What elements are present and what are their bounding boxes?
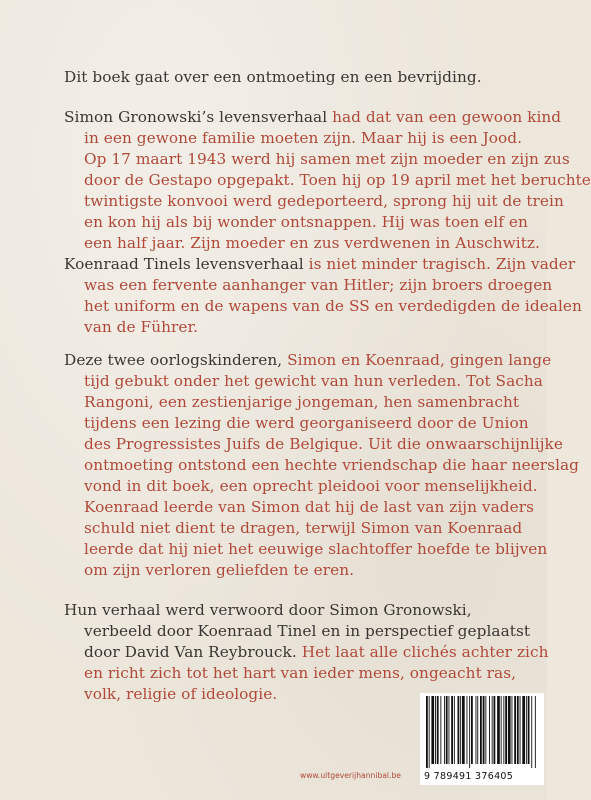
barcode-bar [505, 696, 507, 764]
barcode-bar [535, 696, 536, 768]
barcode-bar [471, 696, 473, 764]
barcode-bar [431, 696, 434, 764]
publisher-website: www.uitgeverijhannibal.be [300, 771, 401, 780]
line-5 [84, 173, 591, 188]
line-18 [84, 458, 579, 473]
line-13 [64, 353, 551, 368]
line-15 [84, 395, 519, 410]
line-10 [84, 278, 552, 293]
barcode-bar [458, 696, 460, 764]
barcode-bar [492, 696, 493, 764]
line-25 [84, 624, 530, 639]
line-4 [84, 152, 570, 167]
line-8 [84, 236, 540, 251]
line-11 [84, 299, 582, 314]
text-run: en kon hij als bij wonder ontsnappen. Hij was toen elf en [84, 213, 528, 231]
text-run: om zijn verloren geliefden te eren. [84, 561, 355, 579]
text-run: Simon en Koenraad, gingen lange [287, 351, 552, 369]
line-20 [84, 500, 534, 515]
text-run: twintigste konvooi werd gedeporteerd, sprong hij uit de trein [84, 192, 564, 210]
barcode-bar [485, 696, 486, 764]
line-16 [84, 416, 529, 431]
text-run: was een fervente aanhanger van Hitler; zijn broers droegen [84, 276, 553, 294]
line-23 [84, 563, 354, 578]
barcode-bar [449, 696, 450, 764]
barcode-bar [528, 696, 530, 764]
barcode-bar [476, 696, 477, 764]
barcode-bar [501, 696, 502, 764]
text-run: het uniform en de wapens van de SS en verdedigden de idealen [84, 297, 582, 315]
isbn-number: 9 789491 376405 [424, 771, 514, 782]
text-run: verbeeld door Koenraad Tinel en in perspectief geplaatst [84, 622, 531, 640]
text-run: door de Gestapo opgepakt. Toen hij op 19 april met het beruchte [84, 171, 591, 189]
barcode-bar [460, 696, 461, 764]
line-26 [84, 645, 549, 660]
line-24 [64, 603, 472, 618]
barcode-bar [429, 696, 430, 768]
text-run: Simon Gronowski’s levensverhaal [64, 108, 333, 126]
line-7 [84, 215, 528, 230]
barcode-bar [494, 696, 496, 764]
barcode-bar [444, 696, 445, 764]
barcode-bar [512, 696, 513, 764]
line-9 [64, 257, 575, 272]
text-run: van de Führer. [84, 318, 199, 336]
isbn-barcode [420, 693, 544, 785]
barcode-bar [451, 696, 453, 764]
barcode-bar [426, 696, 428, 768]
text-run: een half jaar. Zijn moeder en zus verdwenen in Auschwitz. [84, 234, 540, 252]
text-run: Hun verhaal werd verwoord door Simon Gronowski, [64, 601, 472, 619]
barcode-bar [467, 696, 468, 764]
barcode-bar [520, 696, 521, 764]
text-run: tijdens een lezing die werd georganiseerd door de Union [84, 414, 529, 432]
text-run: volk, religie of ideologie. [84, 685, 278, 703]
barcode-bar [503, 696, 504, 764]
line-3 [84, 131, 522, 146]
barcode-bars [426, 696, 538, 768]
barcode-bar [526, 696, 527, 764]
text-run: leerde dat hij niet het eeuwige slachtoffer hoefde te blijven [84, 540, 548, 558]
text-run: Koenraad leerde van Simon dat hij de last van zijn vaders [84, 498, 534, 516]
barcode-bar [483, 696, 485, 764]
barcode-bar [454, 696, 455, 764]
line-21 [84, 521, 522, 536]
barcode-bar [508, 696, 511, 764]
text-run: Dit boek gaat over een ontmoeting en een bevrijding. [64, 68, 482, 86]
text-run: Rangoni, een zestienjarige jongeman, hen samenbracht [84, 393, 520, 411]
text-run: in een gewone familie moeten zijn. Maar hij is een Jood. [84, 129, 523, 147]
text-run: Het laat alle clichés achter zich [301, 643, 549, 661]
text-run: tijd gebukt onder het gewicht van hun verleden. Tot Sacha [84, 372, 543, 390]
barcode-bar [489, 696, 490, 764]
barcode-bar [517, 696, 519, 764]
line-19 [84, 479, 538, 494]
line-1 [64, 70, 482, 85]
barcode-bar [531, 696, 532, 768]
text-run: schuld niet dient te dragen, terwijl Simon van Koenraad [84, 519, 523, 537]
line-22 [84, 542, 547, 557]
barcode-bar [477, 696, 478, 764]
barcode-bar [437, 696, 439, 764]
text-run: had dat van een gewoon kind [332, 108, 562, 126]
line-17 [84, 437, 563, 452]
barcode-bar [440, 696, 441, 764]
text-run: Deze twee oorlogskinderen, [64, 351, 288, 369]
barcode-bar [469, 696, 470, 768]
line-27 [84, 666, 516, 681]
line-6 [84, 194, 564, 209]
text-run: is niet minder tragisch. Zijn vader [308, 255, 576, 273]
line-14 [84, 374, 543, 389]
barcode-bar [435, 696, 436, 764]
text-run: en richt zich tot het hart van ieder mens, ongeacht ras, [84, 664, 517, 682]
line-12 [84, 320, 198, 335]
barcode-bar [522, 696, 525, 764]
text-run: des Progressistes Juifs de Belgique. Uit die onwaarschijnlijke [84, 435, 563, 453]
line-2 [64, 110, 561, 125]
barcode-bar [480, 696, 482, 764]
barcode-bar [497, 696, 500, 764]
text-run: ontmoeting ontstond een hechte vriendschap die haar neerslag [84, 456, 580, 474]
barcode-bar [462, 696, 465, 764]
text-run: door David Van Reybrouck. [84, 643, 302, 661]
line-28 [84, 687, 277, 702]
barcode-bar [446, 696, 448, 764]
text-run: vond in dit boek, een oprecht pleidooi voor menselijkheid. [84, 477, 538, 495]
text-run: Koenraad Tinels levensverhaal [64, 255, 309, 273]
barcode-bar [514, 696, 516, 764]
text-run: Op 17 maart 1943 werd hij samen met zijn moeder en zijn zus [84, 150, 570, 168]
